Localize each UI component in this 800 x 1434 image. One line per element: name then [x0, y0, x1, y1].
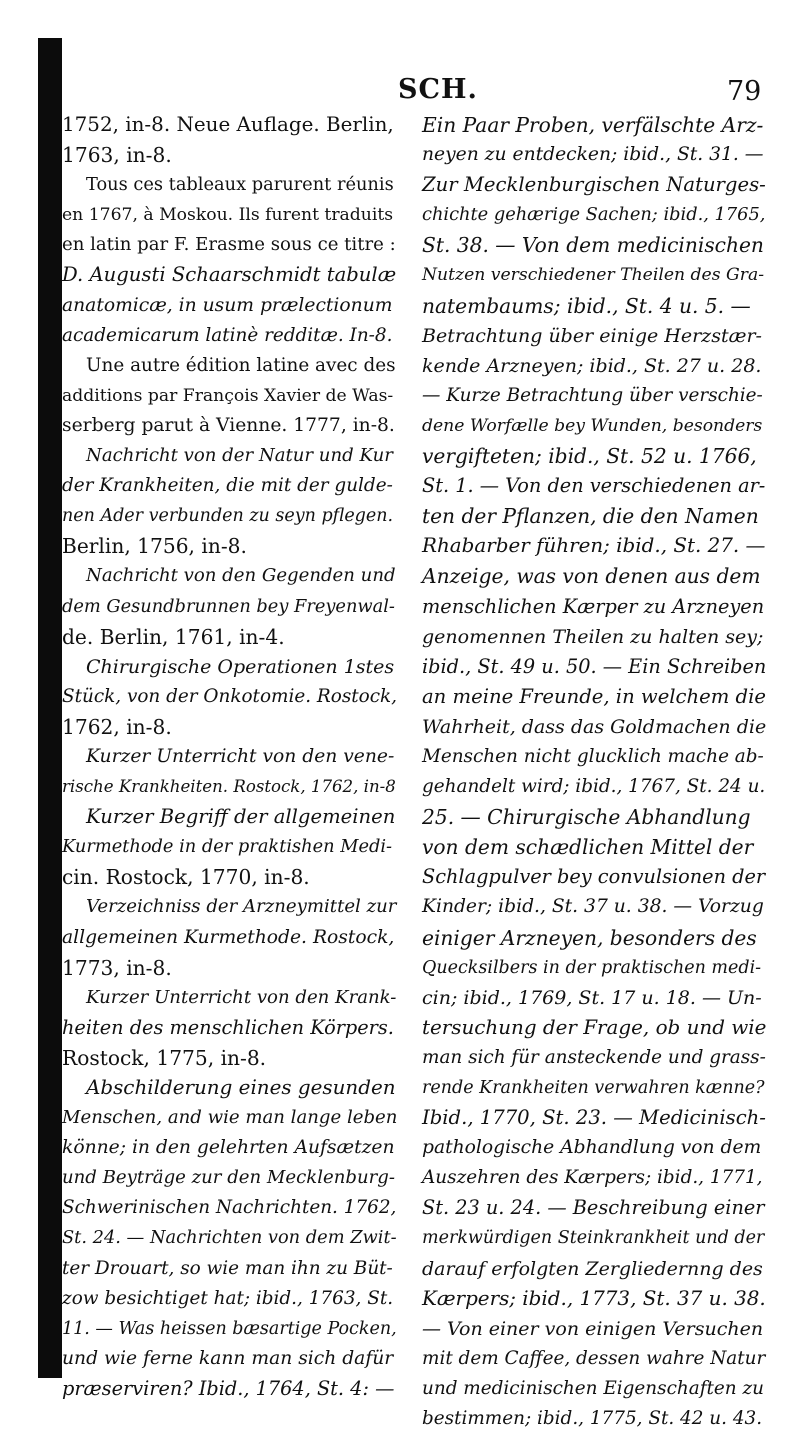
text-line: dene Worfælle bey Wunden, besonders: [422, 415, 763, 436]
text-line: ibid., St. 49 u. 50. — Ein Schreiben: [422, 654, 767, 678]
text-line: Verzeichniss der Arzneymittel zur: [86, 896, 397, 918]
left-column: [62, 110, 397, 1404]
text-line: St. 23 u. 24. — Beschreibung einer: [422, 1196, 765, 1220]
page-number: 79: [727, 76, 762, 107]
text-line: Nachricht von den Gegenden und: [86, 565, 396, 587]
text-line: vergifteten; ibid., St. 52 u. 1766,: [422, 444, 757, 469]
text-line: ten der Pflanzen, die den Namen: [422, 504, 759, 529]
text-line: allgemeinen Kurmethode. Rostock,: [62, 926, 395, 948]
text-line: der Krankheiten, die mit der gulde-: [62, 475, 393, 497]
text-line: bestimmen; ibid., 1775, St. 42 u. 43.: [422, 1408, 763, 1430]
text-line: Anzeige, was von denen aus dem: [422, 564, 761, 589]
text-line: Kurzer Begriff der allgemeinen: [86, 805, 396, 829]
text-line: præserviren? Ibid., 1764, St. 4: —: [62, 1376, 395, 1400]
text-line: 1752, in-8. Neue Auflage. Berlin,: [62, 113, 394, 136]
text-line: Kurzer Unterricht von den vene-: [86, 745, 395, 767]
text-line: cin; ibid., 1769, St. 17 u. 18. — Un-: [422, 986, 762, 1009]
text-line: Kinder; ibid., St. 37 u. 38. — Vorzug: [422, 896, 764, 918]
text-line: Chirurgische Operationen 1stes: [86, 655, 395, 678]
text-line: könne; in den gelehrten Aufsætzen: [62, 1137, 395, 1159]
text-line: additions par François Xavier de Was-: [62, 385, 394, 406]
text-line: St. 1. — Von den verschiedenen ar-: [422, 474, 766, 498]
text-line: an meine Freunde, in welchem die: [422, 684, 766, 708]
text-line: 25. — Chirurgische Abhandlung: [422, 805, 751, 830]
text-line: Tous ces tableaux parurent réunis: [86, 174, 394, 196]
text-line: 11. — Was heissen bæsartige Pocken,: [62, 1318, 397, 1339]
text-line: academicarum latinè redditæ. In-8.: [62, 324, 393, 346]
text-line: natembaums; ibid., St. 4 u. 5. —: [422, 293, 751, 318]
text-line: Auszehren des Kærpers; ibid., 1771,: [422, 1167, 763, 1189]
text-line: von dem schædlichen Mittel der: [422, 835, 754, 860]
text-line: 1763, in-8.: [62, 143, 172, 168]
text-line: gehandelt wird; ibid., 1767, St. 24 u.: [422, 776, 766, 798]
text-line: darauf erfolgten Zergliedernng des: [422, 1257, 763, 1280]
text-line: Wahrheit, dass das Goldmachen die: [422, 715, 767, 738]
text-line: kende Arzneyen; ibid., St. 27 u. 28.: [422, 354, 762, 377]
text-line: en latin par F. Erasme sous ce titre :: [62, 234, 396, 256]
text-line: Kurmethode in der praktishen Medi-: [62, 836, 393, 858]
text-line: anatomicæ, in usum prælectionum: [62, 294, 393, 316]
text-line: Quecksilbers in der praktischen medi-: [422, 957, 762, 978]
text-line: Ein Paar Proben, verfälschte Arz-: [422, 113, 764, 137]
text-line: nen Ader verbunden zu seyn pflegen.: [62, 506, 394, 527]
text-line: neyen zu entdecken; ibid., St. 31. —: [422, 144, 764, 166]
text-line: mit dem Caffee, dessen wahre Natur: [422, 1347, 766, 1369]
right-column: [422, 110, 766, 1434]
text-line: und wie ferne kann man sich dafür: [62, 1347, 394, 1369]
text-line: genomennen Theilen zu halten sey;: [422, 625, 764, 648]
text-line: zow besichtiget hat; ibid., 1763, St.: [62, 1287, 394, 1309]
text-line: Kærpers; ibid., 1773, St. 37 u. 38.: [422, 1286, 766, 1310]
text-line: Betrachtung über einige Herzstær-: [422, 324, 762, 347]
text-line: merkwürdigen Steinkrankheit und der: [422, 1228, 765, 1249]
text-line: Nutzen verschiedener Theilen des Gra-: [422, 265, 765, 286]
text-line: de. Berlin, 1761, in-4.: [62, 624, 285, 649]
text-line: heiten des menschlichen Körpers.: [62, 1015, 394, 1039]
text-line: man sich für ansteckende und grass-: [422, 1046, 766, 1068]
text-line: 1773, in-8.: [62, 955, 172, 980]
text-line: serberg parut à Vienne. 1777, in-8.: [62, 414, 395, 436]
text-line: dem Gesundbrunnen bey Freyenwal-: [62, 595, 395, 617]
text-line: Berlin, 1756, in-8.: [62, 534, 247, 559]
text-line: Stück, von der Onkotomie. Rostock,: [62, 685, 398, 707]
text-line: einiger Arzneyen, besonders des: [422, 925, 757, 950]
text-line: — Kurze Betrachtung über verschie-: [422, 384, 763, 406]
text-line: Rhabarber führen; ibid., St. 27. —: [422, 534, 766, 558]
text-line: und medicinischen Eigenschaften zu: [422, 1377, 765, 1399]
text-line: Menschen, and wie man lange leben: [62, 1107, 398, 1129]
text-line: menschlichen Kærper zu Arzneyen: [422, 594, 765, 618]
text-line: pathologische Abhandlung von dem: [422, 1137, 762, 1159]
text-line: Menschen nicht glucklich mache ab-: [422, 745, 764, 767]
text-line: 1762, in-8.: [62, 714, 172, 739]
text-line: ter Drouart, so wie man ihn zu Büt-: [62, 1257, 393, 1279]
running-head: SCH.: [398, 74, 478, 105]
page-header: [0, 74, 800, 114]
text-line: cin. Rostock, 1770, in-8.: [62, 865, 310, 890]
text-line: Une autre édition latine avec des: [86, 354, 396, 376]
text-line: Nachricht von der Natur und Kur: [86, 445, 393, 467]
text-line: rende Krankheiten verwahren kænne?: [422, 1078, 765, 1098]
text-line: D. Augusti Schaarschmidt tabulæ: [62, 263, 397, 287]
text-line: en 1767, à Moskou. Ils furent traduits: [62, 205, 394, 226]
text-line: Schwerinischen Nachrichten. 1762,: [62, 1197, 397, 1219]
text-line: Schlagpulver bey convulsionen der: [422, 865, 766, 889]
binding-edge-shadow: [38, 38, 62, 1378]
text-line: tersuchung der Frage, ob und wie: [422, 1015, 767, 1039]
text-line: chichte gehærige Sachen; ibid., 1765,: [422, 204, 766, 226]
text-line: rische Krankheiten. Rostock, 1762, in-8: [62, 777, 396, 797]
text-line: und Beyträge zur den Mecklenburg-: [62, 1167, 395, 1189]
text-line: St. 24. — Nachrichten von dem Zwit-: [62, 1227, 397, 1249]
text-line: — Von einer von einigen Versuchen: [422, 1317, 764, 1340]
text-line: Ibid., 1770, St. 23. — Medicinisch-: [422, 1106, 766, 1130]
text-line: Zur Mecklenburgischen Naturges-: [422, 173, 766, 197]
text-line: Abschilderung eines gesunden: [86, 1076, 396, 1099]
text-line: St. 38. — Von dem medicinischen: [422, 233, 764, 258]
text-line: Rostock, 1775, in-8.: [62, 1045, 267, 1070]
text-line: Kurzer Unterricht von den Krank-: [86, 986, 397, 1008]
